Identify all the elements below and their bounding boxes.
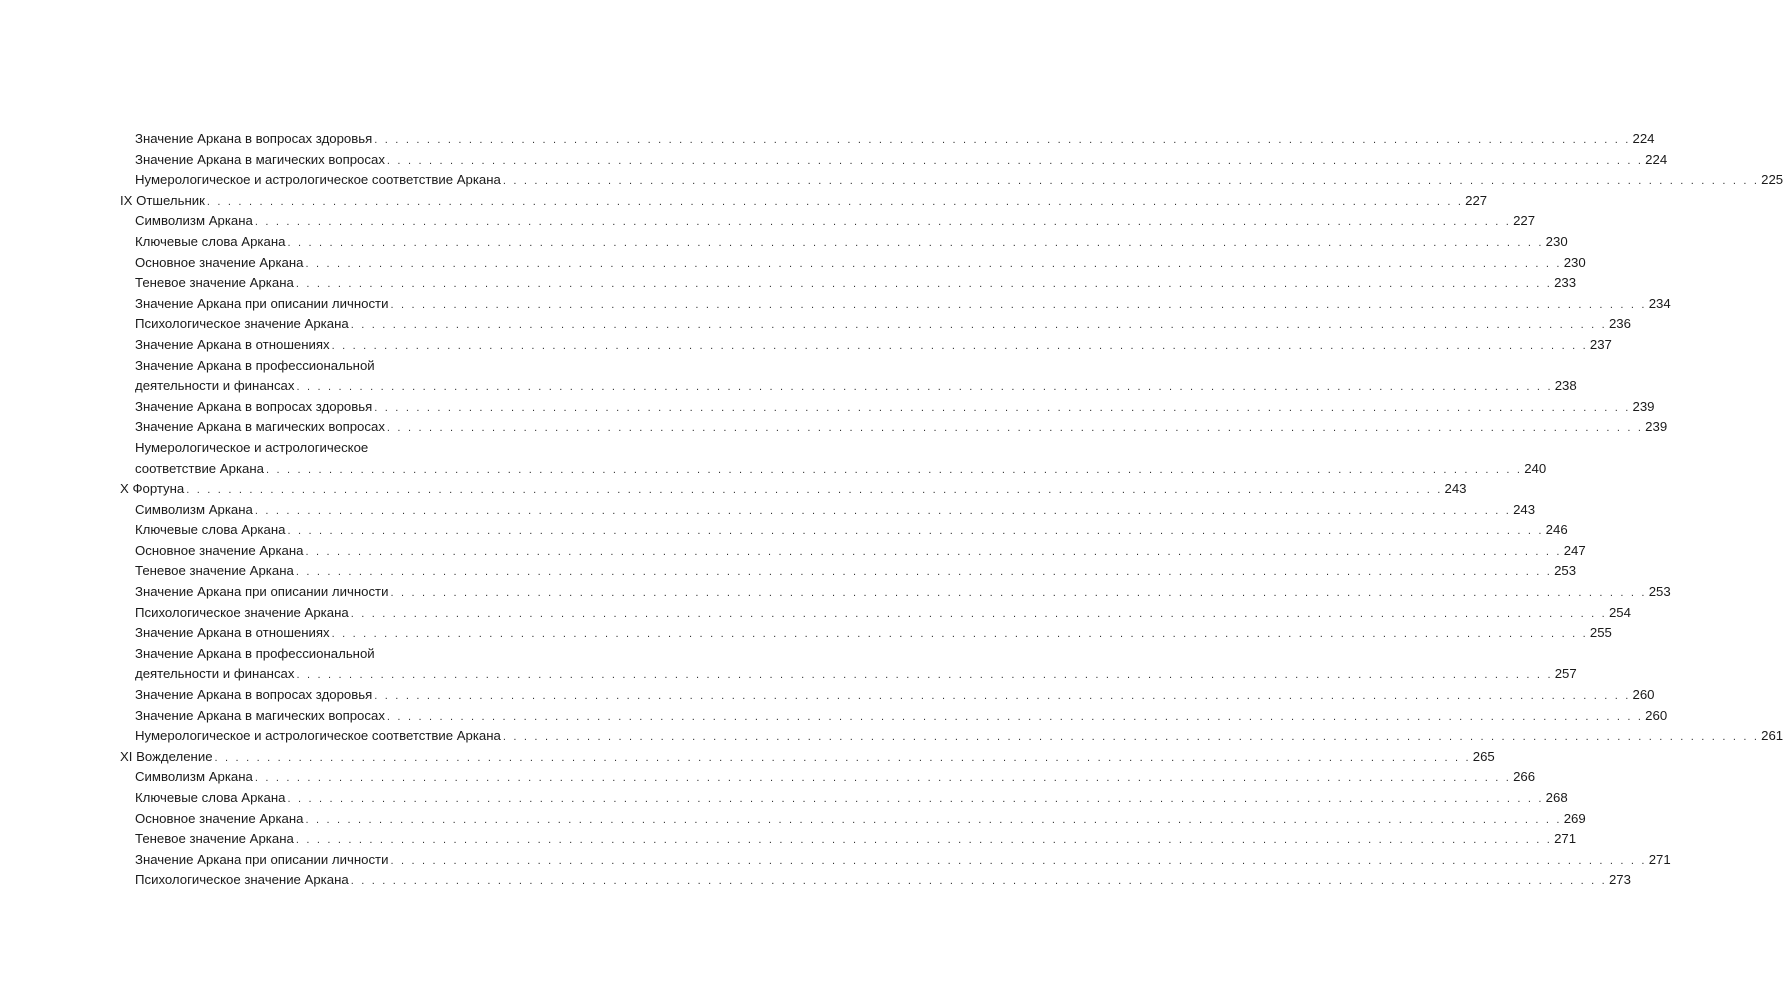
toc-entry (120, 314, 1631, 335)
toc-entry (120, 479, 1467, 500)
toc-section-title: Значение Аркана в профессиональной (135, 645, 375, 661)
toc-section-title: Значение Аркана в отношениях (135, 336, 330, 352)
toc-line (120, 294, 1671, 315)
toc-entry (120, 170, 1783, 191)
dot-leader: . . . . . . . . . . . . . . . . . . . . . . . . . . . . . . . . . . . . . . . . . . . . . . . . . . . . . . . . . . . . . . . . . . . . . . . . . . . . . . . . . . . . . . . . . . . . . . . . . . . . . . . . . . . . . . . . . . . . . . . . (287, 236, 1544, 249)
toc-chapter-title: X Фортуна (120, 481, 185, 497)
toc-section-title: Значение Аркана при описании личности (135, 584, 389, 600)
page-number: 243 (1444, 481, 1467, 497)
toc-line (120, 129, 1655, 150)
dot-leader: . . . . . . . . . . . . . . . . . . . . . . . . . . . . . . . . . . . . . . . . . . . . . . . . . . . . . . . . . . . . . . . . . . . . . . . . . . . . . . . . . . . . . . . . . . . . . . . . . . . . . . . . . . . . . . . . . . . . . . . . (295, 278, 1553, 291)
toc-line (120, 314, 1631, 335)
toc-entry (120, 582, 1671, 603)
page-number: 236 (1608, 316, 1631, 332)
toc-entry (120, 211, 1536, 232)
toc-line (120, 809, 1586, 830)
page-number: 261 (1761, 728, 1783, 744)
dot-leader: . . . . . . . . . . . . . . . . . . . . . . . . . . . . . . . . . . . . . . . . . . . . . . . . . . . . . . . . . . . . . . . . . . . . . . . . . . . . . . . . . . . . . . . . . . . . . . . . . . . . . . . . . . . . . . . . . . . . . . . . (390, 587, 1647, 600)
toc-line (120, 685, 1655, 706)
toc-section-title: Значение Аркана в отношениях (135, 625, 330, 641)
toc-line (120, 664, 1577, 685)
dot-leader: . . . . . . . . . . . . . . . . . . . . . . . . . . . . . . . . . . . . . . . . . . . . . . . . . . . . . . . . . . . . . . . . . . . . . . . . . . . . . . . . . . . . . . . . . . . . . . . . . . . . . . . . . . . . . . . . . . . . . . . . (296, 669, 1553, 682)
toc-section-title: Символизм Аркана (135, 501, 253, 517)
dot-leader: . . . . . . . . . . . . . . . . . . . . . . . . . . . . . . . . . . . . . . . . . . . . . . . . . . . . . . . . . . . . . . . . . . . . . . . . . . . . . . . . . . . . . . . . . . . . . . . . . . . . . . . . . . . . . . . . . . . . . . . . (287, 793, 1544, 805)
toc-line (120, 747, 1495, 768)
page-number: 227 (1513, 213, 1536, 229)
page-number: 238 (1554, 378, 1577, 394)
page-number: 260 (1632, 687, 1655, 703)
page-number: 234 (1648, 295, 1671, 311)
page-number: 230 (1545, 233, 1568, 249)
toc-line (120, 829, 1577, 850)
toc-entry (120, 603, 1631, 624)
toc-section-title: деятельности и финансах (135, 378, 295, 394)
toc-section-title: Теневое значение Аркана (135, 831, 294, 847)
toc-entry (120, 356, 1577, 397)
toc-section-title: Теневое значение Аркана (135, 275, 294, 291)
toc-entry (120, 747, 1495, 768)
dot-leader: . . . . . . . . . . . . . . . . . . . . . . . . . . . . . . . . . . . . . . . . . . . . . . . . . . . . . . . . . . . . . . . . . . . . . . . . . . . . . . . . . . . . . . . . . . . . . . . . . . . . . . . . . . . . . . . . . . . . . . . . (331, 628, 1588, 641)
dot-leader: . . . . . . . . . . . . . . . . . . . . . . . . . . . . . . . . . . . . . . . . . . . . . . . . . . . . . . . . . . . . . . . . . . . . . . . . . . . . . . . . . . . . . . . . . . . . . . . . . . . . . . . . . . . . . . . . . . . . . . . . (350, 875, 1607, 888)
page-number: 254 (1608, 604, 1631, 620)
dot-leader: . . . . . . . . . . . . . . . . . . . . . . . . . . . . . . . . . . . . . . . . . . . . . . . . . . . . . . . . . . . . . . . . . . . . . . . . . . . . . . . . . . . . . . . . . . . . . . . . . . . . . . . . . . . . . . . . . . . . . . . . (386, 422, 1644, 435)
toc-line (120, 191, 1488, 212)
toc-section-title: Нумерологическое и астрологическое (135, 439, 369, 455)
dot-leader: . . . . . . . . . . . . . . . . . . . . . . . . . . . . . . . . . . . . . . . . . . . . . . . . . . . . . . . . . . . . . . . . . . . . . . . . . . . . . . . . . . . . . . . . . . . . . . . . . . . . . . . . . . . . . . . . . . . . . . . . (254, 504, 1512, 517)
toc-line (120, 767, 1536, 788)
dot-leader: . . . . . . . . . . . . . . . . . . . . . . . . . . . . . . . . . . . . . . . . . . . . . . . . . . . . . . . . . . . . . . . . . . . . . . . . . . . . . . . . . . . . . . . . . . . . . . . . . . . . . . . . . . . . . . . . . . . . . . . . (295, 834, 1553, 847)
dot-leader: . . . . . . . . . . . . . . . . . . . . . . . . . . . . . . . . . . . . . . . . . . . . . . . . . . . . . . . . . . . . . . . . . . . . . . . . . . . . . . . . . . . . . . . . . . . . . . . . . . . . . . . . . . . . . . . . . . . . . . . . (287, 525, 1544, 538)
toc-section-title: Психологическое значение Аркана (135, 316, 349, 332)
toc-entry (120, 129, 1655, 150)
dot-leader: . . . . . . . . . . . . . . . . . . . . . . . . . . . . . . . . . . . . . . . . . . . . . . . . . . . . . . . . . . . . . . . . . . . . . . . . . . . . . . . . . . . . . . . . . . . . . . . . . . . . . . . . . . . . . . . . . . . . . . . . (206, 195, 1464, 208)
page-number: 233 (1554, 275, 1577, 291)
toc-line (120, 459, 1547, 480)
toc-line (120, 850, 1671, 871)
toc-section-title: Основное значение Аркана (135, 254, 304, 270)
toc-line (120, 726, 1783, 747)
toc-entry (120, 438, 1547, 479)
toc-entry (120, 767, 1536, 788)
toc-entry (120, 273, 1577, 294)
table-of-contents (120, 129, 1783, 891)
toc-entry (120, 335, 1612, 356)
toc-entry (120, 726, 1783, 747)
toc-section-title: Ключевые слова Аркана (135, 790, 286, 805)
page-number: 271 (1554, 831, 1577, 847)
toc-line (120, 479, 1467, 500)
toc-line (120, 335, 1612, 356)
page-number: 268 (1545, 790, 1568, 805)
page-number: 269 (1563, 810, 1586, 826)
dot-leader: . . . . . . . . . . . . . . . . . . . . . . . . . . . . . . . . . . . . . . . . . . . . . . . . . . . . . . . . . . . . . . . . . . . . . . . . . . . . . . . . . . . . . . . . . . . . . . . . . . . . . . . . . . . . . . . . . . . . . . . . (390, 854, 1647, 867)
page-number: 255 (1589, 625, 1612, 641)
page-number: 224 (1645, 151, 1668, 167)
toc-line (120, 520, 1568, 541)
toc-section-title: Значение Аркана в вопросах здоровья (135, 398, 373, 414)
dot-leader: . . . . . . . . . . . . . . . . . . . . . . . . . . . . . . . . . . . . . . . . . . . . . . . . . . . . . . . . . . . . . . . . . . . . . . . . . . . . . . . . . . . . . . . . . . . . . . . . . . . . . . . . . . . . . . . . . . . . . . . . (265, 463, 1523, 476)
toc-line (120, 417, 1668, 438)
toc-entry (120, 294, 1671, 315)
toc-section-title: Символизм Аркана (135, 213, 253, 229)
toc-section-title: Нумерологическое и астрологическое соответствие Аркана (135, 728, 501, 744)
toc-section-title: Символизм Аркана (135, 769, 253, 785)
toc-entry (120, 870, 1631, 891)
toc-chapter-title: IX Отшельник (120, 192, 205, 208)
dot-leader: . . . . . . . . . . . . . . . . . . . . . . . . . . . . . . . . . . . . . . . . . . . . . . . . . . . . . . . . . . . . . . . . . . . . . . . . . . . . . . . . . . . . . . . . . . . . . . . . . . . . . . . . . . . . . . . . . . . . . . . . (374, 401, 1631, 414)
toc-section-title: Основное значение Аркана (135, 542, 304, 558)
toc-line (120, 150, 1668, 171)
toc-entry (120, 232, 1568, 253)
page-number: 247 (1563, 542, 1586, 558)
toc-entry (120, 644, 1577, 685)
toc-section-title: Основное значение Аркана (135, 810, 304, 826)
toc-section-title: Психологическое значение Аркана (135, 872, 349, 888)
toc-line (120, 582, 1671, 603)
toc-section-title: деятельности и финансах (135, 666, 295, 682)
toc-section-title: Значение Аркана в вопросах здоровья (135, 687, 373, 703)
toc-section-title: Значение Аркана в магических вопросах (135, 419, 385, 435)
dot-leader: . . . . . . . . . . . . . . . . . . . . . . . . . . . . . . . . . . . . . . . . . . . . . . . . . . . . . . . . . . . . . . . . . . . . . . . . . . . . . . . . . . . . . . . . . . . . . . . . . . . . . . . . . . . . . . . . . . . . . . . . (214, 751, 1471, 764)
toc-section-title: соответствие Аркана (135, 460, 264, 476)
toc-line (120, 500, 1536, 521)
toc-entry (120, 541, 1586, 562)
toc-line (120, 788, 1568, 809)
toc-line (120, 273, 1577, 294)
dot-leader: . . . . . . . . . . . . . . . . . . . . . . . . . . . . . . . . . . . . . . . . . . . . . . . . . . . . . . . . . . . . . . . . . . . . . . . . . . . . . . . . . . . . . . . . . . . . . . . . . . . . . . . . . . . . . . . . . . . . . . . . (305, 545, 1562, 558)
toc-section-title: Значение Аркана при описании личности (135, 851, 389, 867)
page-number: 253 (1554, 563, 1577, 579)
page-number: 224 (1632, 131, 1655, 146)
toc-section-title: Нумерологическое и астрологическое соответствие Аркана (135, 172, 501, 188)
toc-section-title: Ключевые слова Аркана (135, 522, 286, 538)
page-number: 260 (1645, 707, 1668, 723)
toc-entry (120, 417, 1668, 438)
page-number: 237 (1589, 336, 1612, 352)
page-number: 239 (1645, 419, 1668, 435)
dot-leader: . . . . . . . . . . . . . . . . . . . . . . . . . . . . . . . . . . . . . . . . . . . . . . . . . . . . . . . . . . . . . . . . . . . . . . . . . . . . . . . . . . . . . . . . . . . . . . . . . . . . . . . . . . . . . . . . . . . . . . . . (390, 298, 1647, 311)
page-number: 225 (1761, 172, 1783, 188)
dot-leader: . . . . . . . . . . . . . . . . . . . . . . . . . . . . . . . . . . . . . . . . . . . . . . . . . . . . . . . . . . . . . . . . . . . . . . . . . . . . . . . . . . . . . . . . . . . . . . . . . . . . . . . . . . . . . . . . . . . . . . . . (350, 607, 1607, 620)
toc-section-title: Значение Аркана в магических вопросах (135, 707, 385, 723)
dot-leader: . . . . . . . . . . . . . . . . . . . . . . . . . . . . . . . . . . . . . . . . . . . . . . . . . . . . . . . . . . . . . . . . . . . . . . . . . . . . . . . . . . . . . . . . . . . . . . . . . . . . . . . . . . . . . . . . . . . . . . . . (331, 339, 1588, 352)
toc-entry (120, 809, 1586, 830)
toc-line (120, 561, 1577, 582)
toc-entry (120, 623, 1612, 644)
dot-leader: . . . . . . . . . . . . . . . . . . . . . . . . . . . . . . . . . . . . . . . . . . . . . . . . . . . . . . . . . . . . . . . . . . . . . . . . . . . . . . . . . . . . . . . . . . . . . . . . . . . . . . . . . . . . . . . . . . . . . . . . (374, 690, 1631, 703)
toc-entry (120, 788, 1568, 809)
toc-section-title: Значение Аркана в вопросах здоровья (135, 131, 373, 146)
toc-entry (120, 150, 1668, 171)
toc-line (120, 397, 1655, 418)
toc-entry (120, 829, 1577, 850)
toc-section-title: Значение Аркана в магических вопросах (135, 151, 385, 167)
dot-leader: . . . . . . . . . . . . . . . . . . . . . . . . . . . . . . . . . . . . . . . . . . . . . . . . . . . . . . . . . . . . . . . . . . . . . . . . . . . . . . . . . . . . . . . . . . . . . . . . . . . . . . . . . . . . . . . . . . . . . . . . (254, 772, 1512, 785)
dot-leader: . . . . . . . . . . . . . . . . . . . . . . . . . . . . . . . . . . . . . . . . . . . . . . . . . . . . . . . . . . . . . . . . . . . . . . . . . . . . . . . . . . . . . . . . . . . . . . . . . . . . . . . . . . . . . . . . . . . . . . . . (295, 566, 1553, 579)
page-number: 227 (1465, 192, 1488, 208)
toc-line (120, 644, 648, 665)
toc-line (120, 438, 648, 459)
dot-leader: . . . . . . . . . . . . . . . . . . . . . . . . . . . . . . . . . . . . . . . . . . . . . . . . . . . . . . . . . . . . . . . . . . . . . . . . . . . . . . . . . . . . . . . . . . . . . . . . . . . . . . . . . . . . . . . . . . . . . . . . (386, 154, 1644, 167)
toc-section-title: Теневое значение Аркана (135, 563, 294, 579)
page-number: 257 (1554, 666, 1577, 682)
toc-entry (120, 706, 1668, 727)
toc-section-title: Психологическое значение Аркана (135, 604, 349, 620)
page-number: 230 (1563, 254, 1586, 270)
dot-leader: . . . . . . . . . . . . . . . . . . . . . . . . . . . . . . . . . . . . . . . . . . . . . . . . . . . . . . . . . . . . . . . . . . . . . . . . . . . . . . . . . . . . . . . . . . . . . . . . . . . . . . . . . . . . . . . . . . . . . . . . (386, 710, 1644, 723)
dot-leader: . . . . . . . . . . . . . . . . . . . . . . . . . . . . . . . . . . . . . . . . . . . . . . . . . . . . . . . . . . . . . . . . . . . . . . . . . . . . . . . . . . . . . . . . . . . . . . . . . . . . . . . . . . . . . . . . . . . . . . . . (296, 381, 1553, 394)
toc-entry (120, 397, 1655, 418)
dot-leader: . . . . . . . . . . . . . . . . . . . . . . . . . . . . . . . . . . . . . . . . . . . . . . . . . . . . . . . . . . . . . . . . . . . . . . . . . . . . . . . . . . . . . . . . . . . . . . . . . . . . . . . . . . . . . . . . . . . . . . . . (502, 731, 1760, 744)
toc-line (120, 356, 648, 377)
toc-entry (120, 253, 1586, 274)
dot-leader: . . . . . . . . . . . . . . . . . . . . . . . . . . . . . . . . . . . . . . . . . . . . . . . . . . . . . . . . . . . . . . . . . . . . . . . . . . . . . . . . . . . . . . . . . . . . . . . . . . . . . . . . . . . . . . . . . . . . . . . . (186, 484, 1443, 497)
toc-entry (120, 520, 1568, 541)
page-number: 271 (1648, 851, 1671, 867)
page-number: 273 (1608, 872, 1631, 888)
toc-entry (120, 850, 1671, 871)
toc-line (120, 376, 1577, 397)
toc-line (120, 541, 1586, 562)
page-number: 243 (1513, 501, 1536, 517)
toc-line (120, 623, 1612, 644)
toc-line (120, 253, 1586, 274)
toc-chapter-title: XI Вожделение (120, 748, 213, 764)
page-number: 239 (1632, 398, 1655, 414)
toc-line (120, 170, 1783, 191)
page-number: 246 (1545, 522, 1568, 538)
toc-entry (120, 685, 1655, 706)
dot-leader: . . . . . . . . . . . . . . . . . . . . . . . . . . . . . . . . . . . . . . . . . . . . . . . . . . . . . . . . . . . . . . . . . . . . . . . . . . . . . . . . . . . . . . . . . . . . . . . . . . . . . . . . . . . . . . . . . . . . . . . . (502, 175, 1760, 188)
toc-line (120, 603, 1631, 624)
dot-leader: . . . . . . . . . . . . . . . . . . . . . . . . . . . . . . . . . . . . . . . . . . . . . . . . . . . . . . . . . . . . . . . . . . . . . . . . . . . . . . . . . . . . . . . . . . . . . . . . . . . . . . . . . . . . . . . . . . . . . . . . (254, 216, 1512, 229)
toc-section-title: Значение Аркана при описании личности (135, 295, 389, 311)
dot-leader: . . . . . . . . . . . . . . . . . . . . . . . . . . . . . . . . . . . . . . . . . . . . . . . . . . . . . . . . . . . . . . . . . . . . . . . . . . . . . . . . . . . . . . . . . . . . . . . . . . . . . . . . . . . . . . . . . . . . . . . . (350, 319, 1607, 332)
toc-entry (120, 561, 1577, 582)
toc-entry (120, 191, 1488, 212)
toc-entry (120, 500, 1536, 521)
page-number: 240 (1524, 460, 1547, 476)
dot-leader: . . . . . . . . . . . . . . . . . . . . . . . . . . . . . . . . . . . . . . . . . . . . . . . . . . . . . . . . . . . . . . . . . . . . . . . . . . . . . . . . . . . . . . . . . . . . . . . . . . . . . . . . . . . . . . . . . . . . . . . . (305, 257, 1562, 270)
toc-section-title: Значение Аркана в профессиональной (135, 357, 375, 373)
toc-line (120, 870, 1631, 891)
page-number: 265 (1472, 748, 1495, 764)
page-number: 266 (1513, 769, 1536, 785)
toc-line (120, 232, 1568, 253)
page-number: 253 (1648, 584, 1671, 600)
toc-line (120, 211, 1536, 232)
toc-section-title: Ключевые слова Аркана (135, 233, 286, 249)
dot-leader: . . . . . . . . . . . . . . . . . . . . . . . . . . . . . . . . . . . . . . . . . . . . . . . . . . . . . . . . . . . . . . . . . . . . . . . . . . . . . . . . . . . . . . . . . . . . . . . . . . . . . . . . . . . . . . . . . . . . . . . . (305, 813, 1562, 826)
toc-line (120, 706, 1668, 727)
dot-leader: . . . . . . . . . . . . . . . . . . . . . . . . . . . . . . . . . . . . . . . . . . . . . . . . . . . . . . . . . . . . . . . . . . . . . . . . . . . . . . . . . . . . . . . . . . . . . . . . . . . . . . . . . . . . . . . . . . . . . . . . (374, 134, 1631, 146)
